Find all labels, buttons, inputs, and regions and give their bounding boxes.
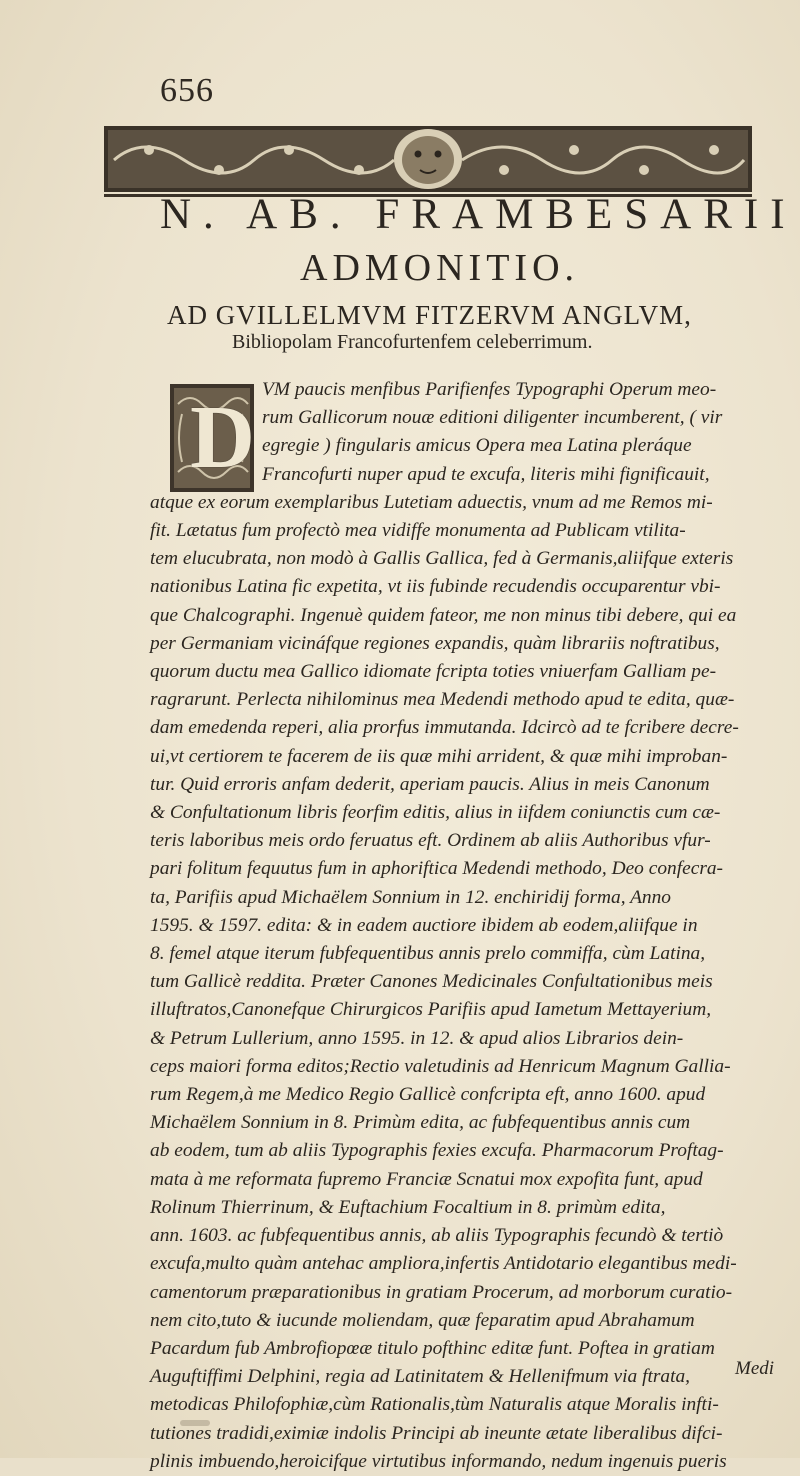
body-text [150,376,760,1476]
body-line: ui,vt certiorem te facerem de iis quæ mihi arrident, & quæ mihi improban- [150,745,728,767]
title-admonitio: ADMONITIO. [300,247,580,289]
body-line: ta, Parifiis apud Michaëlem Sonnium in 12. enchiridij forma, Anno [150,886,671,908]
body-line: & Petrum Lullerium, anno 1595. in 12. & apud alios Librarios dein- [150,1027,684,1049]
body-line: excufa,multo quàm antehac ampliora,infertis Antidotario elegantibus medi- [150,1253,737,1275]
catchword: Medi [735,1358,775,1379]
body-line: 8. femel atque iterum fubfequentibus annis prelo commiffa, cùm Latina, [150,943,706,965]
body-line: ragrarunt. Perlecta nihilominus mea Medendi methodo apud te edita, quæ- [150,689,735,711]
body-line: camentorum præparationibus in gratiam Procerum, ad morborum curatio- [150,1281,733,1303]
body-line: mata à me reformata fupremo Franciæ Scnatui mox expofita funt, apud [150,1168,703,1190]
body-line: Francofurti nuper apud te excufa, literis mihi fignificauit, [262,463,710,485]
body-line: fit. Lætatus fum profectò mea vidiffe monumenta ad Publicam vtilita- [150,520,686,542]
body-line: Rolinum Thierrinum, & Euftachium Focaltium in 8. primùm edita, [150,1196,666,1218]
title-author: N. AB. FRAMBESARII [160,191,797,238]
body-line: atque ex eorum exemplaribus Lutetiam aduectis, vnum ad me Remos mi- [150,491,713,513]
body-line: teris laboribus meis ordo feruatus eft. Ordinem ab aliis Authoribus vfur- [150,830,711,852]
body-line: illuftratos,Canonefque Chirurgicos Parifiis apud Iametum Mettayerium, [150,999,712,1021]
body-line: tutiones tradidi,eximiæ indolis Principi ab ineunte ætate liberalibus difci- [150,1422,723,1444]
body-line: 1595. & 1597. edita: & in eadem auctiore ibidem ab eodem,aliifque in [150,914,698,936]
addressee-subline: Bibliopolam Francofurtenfem celeberrimum. [232,331,593,353]
body-line: ab eodem, tum ab aliis Typographis fexies excufa. Pharmacorum Proftag- [150,1140,724,1162]
body-line: VM paucis menfibus Parifienfes Typographi Operum meo- [262,379,717,400]
body-line: pari folitum fequutus fum in aphoriftica Medendi methodo, Deo confecra- [150,858,724,880]
body-line: tum Gallicè reddita. Præter Canones Medicinales Confultationibus meis [150,971,713,993]
body-line: tem elucubrata, non modò à Gallis Gallica, fed à Germanis,aliifque exteris [150,548,734,570]
body-line: ceps maiori forma editos;Rectio valetudinis ad Henricum Magnum Gallia- [150,1055,731,1077]
dropcap-letter: D [190,388,255,487]
body-line: Pacardum fub Ambrofiopœæ titulo pofthinc editæ funt. Poftea in gratiam [150,1337,715,1359]
body-line: nem cito,tuto & iucunde moliendam, quæ feparatim apud Abrahamum [150,1309,695,1331]
body-line: ann. 1603. ac fubfequentibus annis, ab aliis Typographis fecundò & tertiò [150,1225,724,1247]
body-line: dam emedenda reperi, alia prorfus immutanda. Idcircò ad te fcribere decre- [150,717,739,739]
body-line: Auguftiffimi Delphini, regia ad Latinitatem & Hellenifmum via ftrata, [150,1366,691,1388]
body-line: quorum ductu mea Gallico idiomate fcripta toties vniuerfam Galliam pe- [150,661,717,683]
body-line: que Chalcographi. Ingenuè quidem fateor, me non minus tibi debere, qui ea [150,604,737,626]
addressee-line: AD GVILLELMVM FITZERVM ANGLVM, [167,300,692,330]
headpiece-ornament [104,120,752,198]
body-line: rum Gallicorum nouæ editioni diligenter incumberent, ( vir [262,407,723,429]
body-line: egregie ) fingularis amicus Opera mea Latina pleráque [262,435,692,457]
body-line: Michaëlem Sonnium in 8. Primùm edita, ac fubfequentibus annis cum [150,1112,691,1134]
body-line: nationibus Latina fic expetita, vt iis fubinde recudendis occuparentur vbi- [150,576,721,598]
body-line: tur. Quid erroris anfam dederit, aperiam paucis. Alius in meis Canonum [150,773,710,795]
page-number: 656 [160,72,214,109]
body-line: plinis imbuendo,heroicifque virtutibus informando, nedum ingenuis pueris [150,1450,727,1472]
ink-smudge [180,1420,210,1426]
body-line: & Confultationum libris feorfim editis, alius in iifdem coniunctis cum cæ- [150,802,721,824]
body-line: per Germaniam vicináfque regiones expandis, quàm librariis noftratibus, [150,632,720,654]
body-line: rum Regem,à me Medico Regio Gallicè confcripta eft, anno 1600. apud [150,1084,706,1106]
body-line: metodicas Philofophiæ,cùm Rationalis,tùm Naturalis atque Moralis infti- [150,1394,719,1416]
